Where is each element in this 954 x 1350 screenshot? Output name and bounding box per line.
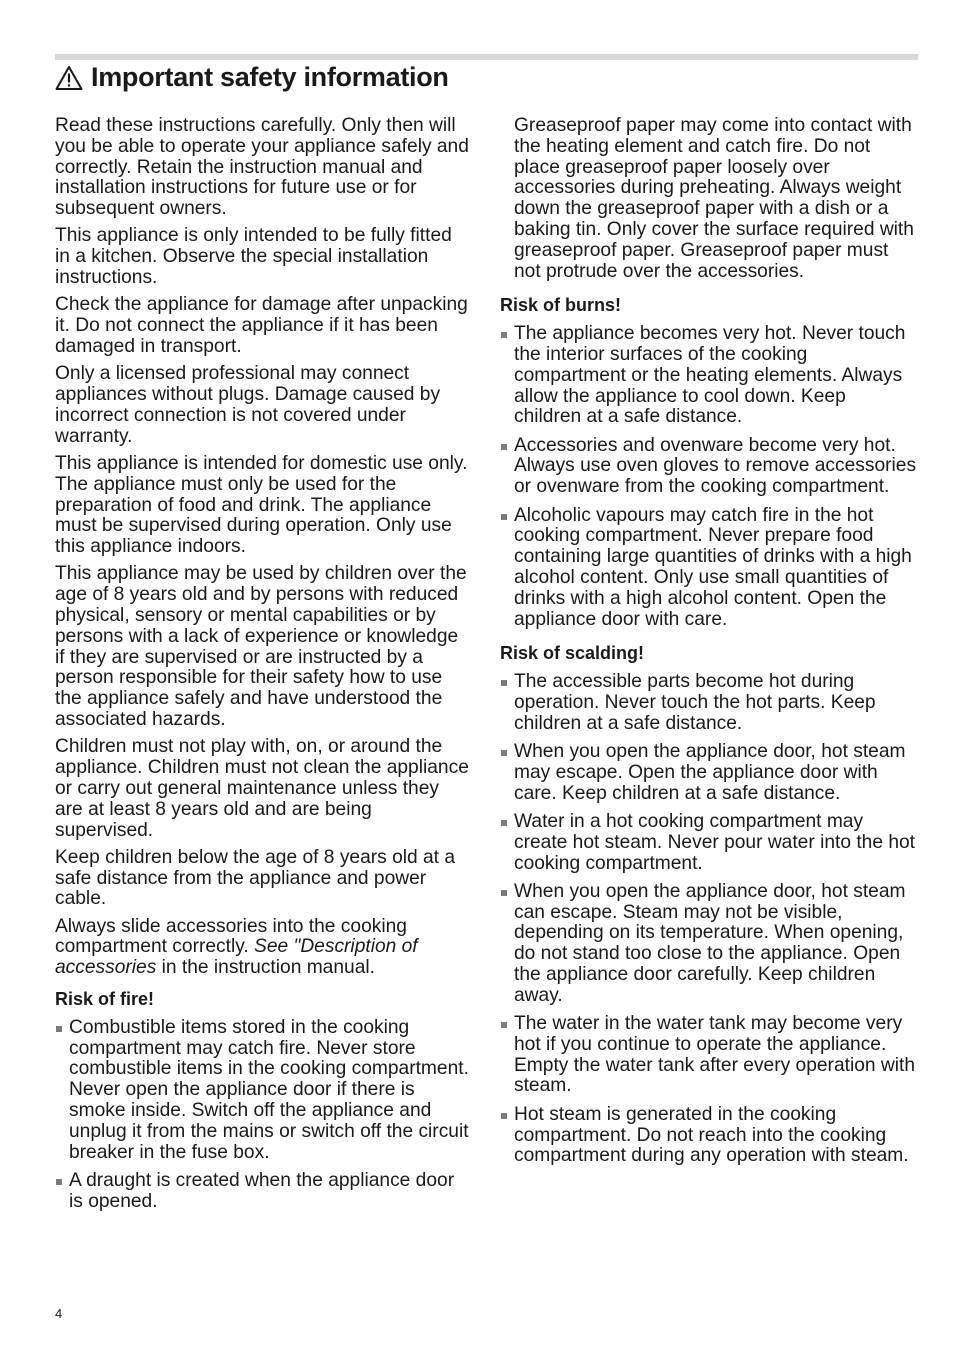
top-rule bbox=[55, 54, 918, 60]
right-column bbox=[500, 116, 918, 1175]
list-item-text: The appliance becomes very hot. Never touch the interior surfaces of the cooking compartment or the heating elements. Always allow the appliance to cool down. Keep children at a safe distance. bbox=[514, 323, 906, 428]
fire-list bbox=[55, 1018, 470, 1213]
warning-triangle-icon bbox=[55, 65, 83, 91]
list-item bbox=[500, 1014, 918, 1097]
square-bullet-icon bbox=[501, 820, 507, 826]
list-item-text: Accessories and ovenware become very hot. Always use oven gloves to remove accessories or ovenware from the cooking compartment. bbox=[514, 434, 917, 498]
list-item-text: Water in a hot cooking compartment may create hot steam. Never pour water into the hot cooking compartment. bbox=[514, 810, 916, 874]
paragraph: This appliance is intended for domestic use only. The appliance must only be used for the preparation of food and drink. The appliance must be supervised during operation. Only use this appliance indoors. bbox=[55, 452, 468, 558]
paragraph: Check the appliance for damage after unpacking it. Do not connect the appliance if it has been damaged in transport. bbox=[55, 294, 468, 357]
square-bullet-icon bbox=[56, 1179, 62, 1185]
square-bullet-icon bbox=[501, 444, 507, 450]
paragraph: Read these instructions carefully. Only then will you be able to operate your appliance safely and correctly. Retain the instruction manual and installation instructions for future use or for subsequent owners. bbox=[55, 115, 469, 220]
list-item bbox=[500, 812, 918, 874]
list-item-text: A draught is created when the appliance door is opened. bbox=[69, 1169, 455, 1212]
accessories-text-end: in the instruction manual. bbox=[156, 957, 375, 979]
page-title bbox=[55, 62, 449, 93]
list-item-text: Combustible items stored in the cooking compartment may catch fire. Never store combustible items in the cooking compartment. Never open the appliance door if there is smoke inside. Switch off the appliance and unplug it from the mains or switch off the circuit breaker in the fuse box. bbox=[69, 1016, 469, 1163]
burns-list bbox=[500, 324, 918, 630]
accessories-text: Always slide accessories into the cooking compartment correctly. bbox=[55, 915, 407, 958]
list-item bbox=[55, 1018, 470, 1164]
page-number: 4 bbox=[55, 1306, 63, 1321]
page-title-text: Important safety information bbox=[91, 62, 449, 92]
list-item bbox=[500, 436, 918, 498]
list-item-text: When you open the appliance door, hot steam may escape. Open the appliance door with care. Keep children at a safe distance. bbox=[514, 741, 906, 804]
square-bullet-icon bbox=[501, 514, 507, 520]
list-item bbox=[55, 1171, 470, 1213]
paragraph: This appliance is only intended to be fully fitted in a kitchen. Observe the special installation instructions. bbox=[55, 225, 452, 289]
list-item bbox=[500, 882, 918, 1007]
section-heading-fire: Risk of fire! bbox=[55, 989, 155, 1010]
section-heading-burns: Risk of burns! bbox=[500, 295, 622, 316]
accessories-reference: See "Description of accessories bbox=[55, 936, 418, 979]
square-bullet-icon bbox=[501, 680, 507, 686]
list-item bbox=[500, 1105, 918, 1167]
list-item bbox=[500, 324, 918, 428]
square-bullet-icon bbox=[501, 1113, 507, 1119]
accessories-paragraph bbox=[55, 917, 470, 979]
paragraph: Children must not play with, on, or around the appliance. Children must not clean the appliance or carry out general maintenance unless they are at least 8 years old and are being supervised. bbox=[55, 736, 469, 841]
paragraph: This appliance may be used by children over the age of 8 years old and by persons with reduced physical, sensory or mental capabilities or by persons with a lack of experience or knowledge if they are supervised or are instructed by a person responsible for their safety how to use the appliance safely and have understood the associated hazards. bbox=[55, 563, 467, 731]
square-bullet-icon bbox=[56, 1026, 62, 1032]
square-bullet-icon bbox=[501, 332, 507, 338]
list-item-text: Hot steam is generated in the cooking compartment. Do not reach into the cooking compartment during any operation with steam. bbox=[514, 1103, 909, 1167]
square-bullet-icon bbox=[501, 750, 507, 756]
paragraph: Only a licensed professional may connect appliances without plugs. Damage caused by incorrect connection is not covered under warranty. bbox=[55, 363, 441, 447]
continuation-paragraph: Greaseproof paper may come into contact with the heating element and catch fire. Do not place greaseproof paper loosely over accessories during preheating. Always weight down the greaseproof paper with a dish or a baking tin. Only cover the surface required with greaseproof paper. Greaseproof paper must not protrude over the accessories. bbox=[514, 115, 914, 282]
square-bullet-icon bbox=[501, 1022, 507, 1028]
square-bullet-icon bbox=[501, 890, 507, 896]
paragraph: Keep children below the age of 8 years old at a safe distance from the appliance and power cable. bbox=[55, 846, 456, 910]
section-heading-scalding: Risk of scalding! bbox=[500, 643, 645, 664]
list-item bbox=[500, 742, 918, 804]
list-item-text: The water in the water tank may become very hot if you continue to operate the appliance. Empty the water tank after every operation with steam. bbox=[514, 1013, 915, 1097]
list-item bbox=[500, 506, 918, 631]
left-column bbox=[55, 116, 470, 1220]
list-item-text: When you open the appliance door, hot steam can escape. Steam may not be visible, depending on its temperature. When opening, do not stand too close to the appliance. Open the appliance door carefully. Keep children away. bbox=[514, 880, 906, 1006]
list-item-text: Alcoholic vapours may catch fire in the hot cooking compartment. Never prepare food containing large quantities of drinks with a high alcohol content. Only use small quantities of drinks with a high alcohol content. Open the appliance door with care. bbox=[514, 504, 912, 630]
list-item-text: The accessible parts become hot during operation. Never touch the hot parts. Keep children at a safe distance. bbox=[514, 671, 876, 734]
list-item bbox=[500, 672, 918, 734]
scalding-list bbox=[500, 672, 918, 1167]
